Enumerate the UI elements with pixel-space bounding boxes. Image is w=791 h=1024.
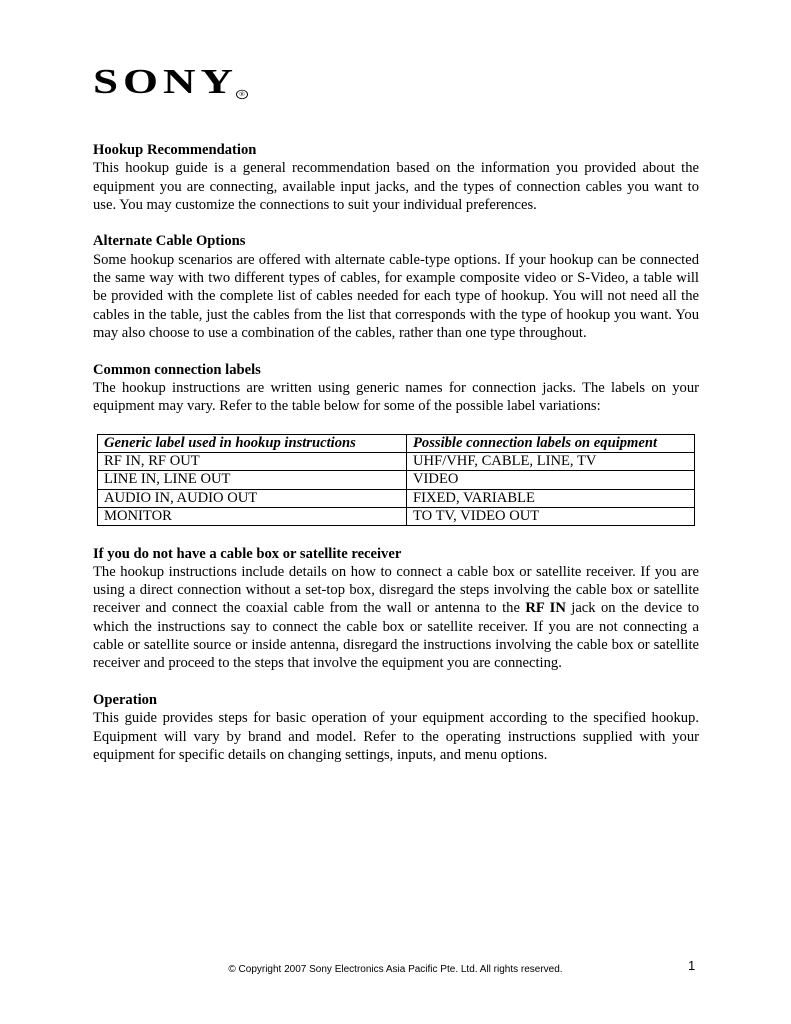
table-header-cell: Possible connection labels on equipment xyxy=(407,434,695,452)
section-paragraph xyxy=(93,563,699,673)
logo-text: SONY xyxy=(93,61,239,101)
section-common-connection-labels xyxy=(93,361,699,416)
section-heading: Hookup Recommendation xyxy=(93,142,257,158)
section-alternate-cable-options xyxy=(93,232,699,342)
paragraph-text: The hookup instructions include details on how to connect a cable box or satellite receiver. If you are using a direct connection without a set-top box, disregard the steps involving the cable box or satellite receiver and connect the coaxial cable from the wall or antenna to the xyxy=(93,563,699,617)
table-cell: RF IN, RF OUT xyxy=(98,453,407,471)
section-heading: Common connection labels xyxy=(93,361,261,378)
rf-in-label: RF IN xyxy=(525,600,566,617)
copyright-footer: © Copyright 2007 Sony Electronics Asia Pacific Pte. Ltd. All rights reserved. xyxy=(228,964,563,975)
section-heading: If you do not have a cable box or satellite receiver xyxy=(93,545,402,562)
table-cell: VIDEO xyxy=(407,471,695,489)
table-row xyxy=(98,507,695,525)
connection-labels-table xyxy=(97,434,695,526)
section-no-cable-box xyxy=(93,545,699,673)
table-row xyxy=(98,453,695,471)
sony-logo xyxy=(93,61,248,101)
table-row xyxy=(98,471,695,489)
table-header-row xyxy=(98,434,695,452)
table-cell: AUDIO IN, AUDIO OUT xyxy=(98,489,407,507)
section-operation xyxy=(93,691,699,764)
section-hookup-recommendation xyxy=(93,141,699,214)
document-body xyxy=(93,141,699,782)
section-paragraph: Some hookup scenarios are offered with alternate cable-type options. If your hookup can be connected the same way with two different types of cables, for example composite video or S-Video, a table will be provided with the complete list of cables needed for each type of hookup. You will not need all the cables in the table, just the cables from the list that corresponds with the type of hookup you want. You may also choose to use a combination of the cables, rather than one type throughout. xyxy=(93,251,699,341)
table-row xyxy=(98,489,695,507)
table-cell: LINE IN, LINE OUT xyxy=(98,471,407,489)
section-paragraph: The hookup instructions are written using generic names for connection jacks. The labels on your equipment may vary. Refer to the table below for some of the possible label variations: xyxy=(93,379,699,415)
section-paragraph: This hookup guide is a general recommendation based on the information you provided about the equipment you are connecting, available input jacks, and the types of connection cables you want to use. You may customize the connections to suit your individual preferences. xyxy=(93,160,699,213)
registered-mark: ® xyxy=(236,90,248,99)
table-cell: FIXED, VARIABLE xyxy=(407,489,695,507)
table-cell: MONITOR xyxy=(98,507,407,525)
table-header-cell: Generic label used in hookup instructions xyxy=(98,434,407,452)
table-cell: UHF/VHF, CABLE, LINE, TV xyxy=(407,453,695,471)
page-number: 1 xyxy=(688,958,696,973)
section-paragraph: This guide provides steps for basic operation of your equipment according to the specified hookup. Equipment will vary by brand and model. Refer to the operating instructions supplied with your equipment for specific details on changing settings, inputs, and menu options. xyxy=(93,710,699,763)
section-heading: Alternate Cable Options xyxy=(93,233,246,250)
paragraph-text: jack on the device to which the instructions say to connect the cable box or satellite receiver. If you are not connecting a cable or satellite source or inside antenna, disregard the instructions involving the cable box or satellite receiver and proceed to the steps that involve the equipment you are connecting. xyxy=(93,600,700,672)
section-heading: Operation xyxy=(93,691,158,708)
table-cell: TO TV, VIDEO OUT xyxy=(407,507,695,525)
